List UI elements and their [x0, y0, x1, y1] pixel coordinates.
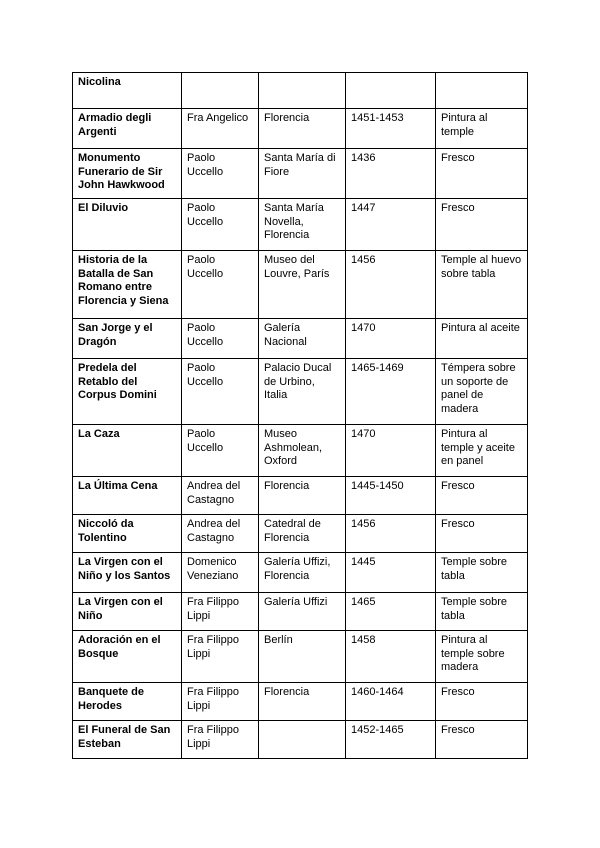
artist-name-cell: Paolo Uccello [182, 425, 259, 477]
artist-name-cell: Andrea del Castagno [182, 477, 259, 515]
technique-cell: Fresco [436, 149, 528, 199]
artist-name-cell: Paolo Uccello [182, 149, 259, 199]
date-cell: 1458 [346, 631, 436, 683]
location-cell: Galería Nacional [259, 319, 346, 359]
table-row [73, 149, 528, 199]
date-cell: 1465-1469 [346, 359, 436, 425]
date-cell: 1470 [346, 319, 436, 359]
technique-cell: Pintura al aceite [436, 319, 528, 359]
location-cell: Catedral de Florencia [259, 515, 346, 553]
artist-name-cell: Paolo Uccello [182, 359, 259, 425]
table-row [73, 515, 528, 553]
technique-cell [436, 73, 528, 109]
table-body [73, 73, 528, 759]
artist-name-cell: Fra Filippo Lippi [182, 631, 259, 683]
date-cell: 1465 [346, 593, 436, 631]
artist-name-cell: Fra Angelico [182, 109, 259, 149]
location-cell: Florencia [259, 477, 346, 515]
table-row [73, 683, 528, 721]
artwork-title-cell: Banquete de Herodes [73, 683, 182, 721]
location-cell [259, 721, 346, 759]
artwork-title-cell: Predela del Retablo del Corpus Domini [73, 359, 182, 425]
location-cell: Museo Ashmolean, Oxford [259, 425, 346, 477]
artwork-title-cell: La Última Cena [73, 477, 182, 515]
technique-cell: Pintura al temple sobre madera [436, 631, 528, 683]
artwork-title-cell: Nicolina [73, 73, 182, 109]
technique-cell: Pintura al temple [436, 109, 528, 149]
artist-name-cell: Paolo Uccello [182, 251, 259, 319]
artist-name-cell [182, 73, 259, 109]
table-row [73, 477, 528, 515]
artwork-title-cell: La Virgen con el Niño [73, 593, 182, 631]
table-row [73, 721, 528, 759]
table-row [73, 425, 528, 477]
date-cell: 1452-1465 [346, 721, 436, 759]
table-row [73, 73, 528, 109]
artwork-title-cell: Adoración en el Bosque [73, 631, 182, 683]
technique-cell: Fresco [436, 477, 528, 515]
location-cell: Galería Uffizi, Florencia [259, 553, 346, 593]
technique-cell: Temple sobre tabla [436, 553, 528, 593]
table-row [73, 199, 528, 251]
technique-cell: Fresco [436, 683, 528, 721]
location-cell: Galería Uffizi [259, 593, 346, 631]
table-row [73, 553, 528, 593]
technique-cell: Temple sobre tabla [436, 593, 528, 631]
artwork-title-cell: Armadio degli Argenti [73, 109, 182, 149]
technique-cell: Fresco [436, 515, 528, 553]
location-cell: Florencia [259, 683, 346, 721]
date-cell [346, 73, 436, 109]
technique-cell: Temple al huevo sobre tabla [436, 251, 528, 319]
location-cell: Santa María di Fiore [259, 149, 346, 199]
artist-name-cell: Paolo Uccello [182, 319, 259, 359]
date-cell: 1456 [346, 251, 436, 319]
technique-cell: Témpera sobre un soporte de panel de madera [436, 359, 528, 425]
date-cell: 1451-1453 [346, 109, 436, 149]
location-cell: Palacio Ducal de Urbino, Italia [259, 359, 346, 425]
artwork-title-cell: La Caza [73, 425, 182, 477]
artwork-title-cell: Historia de la Batalla de San Romano entre Florencia y Siena [73, 251, 182, 319]
artist-name-cell: Domenico Veneziano [182, 553, 259, 593]
date-cell: 1470 [346, 425, 436, 477]
artist-name-cell: Fra Filippo Lippi [182, 683, 259, 721]
date-cell: 1447 [346, 199, 436, 251]
table-row [73, 593, 528, 631]
table-row [73, 109, 528, 149]
date-cell: 1456 [346, 515, 436, 553]
technique-cell: Fresco [436, 199, 528, 251]
location-cell [259, 73, 346, 109]
location-cell: Museo del Louvre, París [259, 251, 346, 319]
artist-name-cell: Paolo Uccello [182, 199, 259, 251]
date-cell: 1445 [346, 553, 436, 593]
artist-name-cell: Andrea del Castagno [182, 515, 259, 553]
artist-name-cell: Fra Filippo Lippi [182, 721, 259, 759]
location-cell: Florencia [259, 109, 346, 149]
artist-name-cell: Fra Filippo Lippi [182, 593, 259, 631]
artwork-title-cell: San Jorge y el Dragón [73, 319, 182, 359]
table-row [73, 251, 528, 319]
technique-cell: Fresco [436, 721, 528, 759]
date-cell: 1460-1464 [346, 683, 436, 721]
artwork-title-cell: El Funeral de San Esteban [73, 721, 182, 759]
date-cell: 1436 [346, 149, 436, 199]
artwork-title-cell: La Virgen con el Niño y los Santos [73, 553, 182, 593]
artworks-table [72, 72, 528, 759]
location-cell: Berlín [259, 631, 346, 683]
table-row [73, 319, 528, 359]
table-row [73, 631, 528, 683]
artwork-title-cell: Niccoló da Tolentino [73, 515, 182, 553]
table-row [73, 359, 528, 425]
location-cell: Santa María Novella, Florencia [259, 199, 346, 251]
technique-cell: Pintura al temple y aceite en panel [436, 425, 528, 477]
artwork-title-cell: El Diluvio [73, 199, 182, 251]
artwork-title-cell: Monumento Funerario de Sir John Hawkwood [73, 149, 182, 199]
date-cell: 1445-1450 [346, 477, 436, 515]
